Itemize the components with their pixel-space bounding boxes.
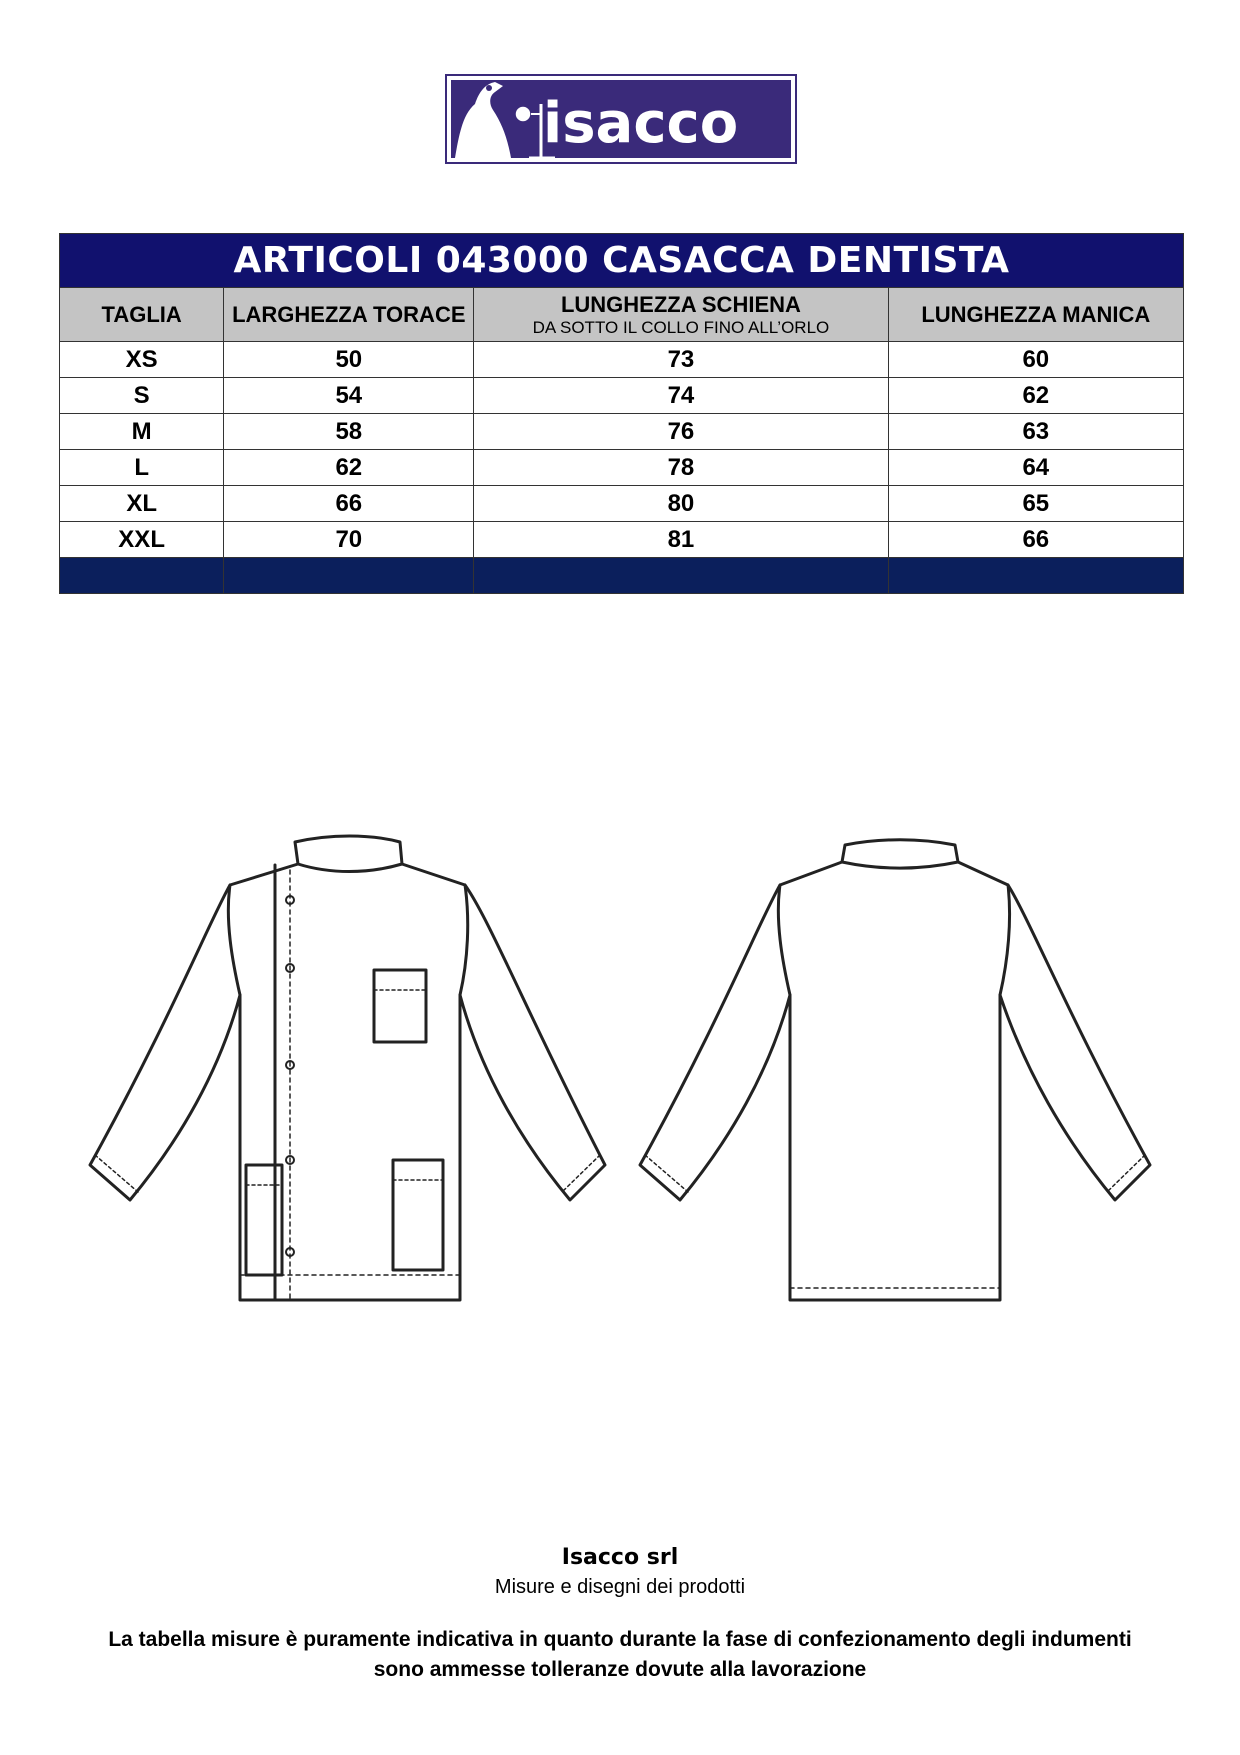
cell-taglia: L: [60, 450, 224, 486]
brand-logo: [445, 74, 797, 164]
page-footer: [0, 1545, 1240, 1686]
cell-manica: 62: [888, 378, 1183, 414]
cell-schiena: 76: [474, 414, 888, 450]
cell-schiena: 73: [474, 342, 888, 378]
disclaimer-line-2: sono ammesse tolleranze dovute alla lavorazione: [373, 1658, 867, 1682]
cell-manica: 66: [888, 522, 1183, 558]
cell-manica: 60: [888, 342, 1183, 378]
cell-torace: 66: [224, 486, 474, 522]
disclaimer: [0, 1625, 1240, 1686]
footer-cell: [60, 558, 224, 594]
header-lunghezza-manica: LUNGHEZZA MANICA: [888, 288, 1183, 342]
header-schiena-note: DA SOTTO IL COLLO FINO ALL’ORLO: [532, 317, 830, 337]
company-name: Isacco srl: [561, 1545, 679, 1570]
table-row: [60, 450, 1184, 486]
cell-taglia: XL: [60, 486, 224, 522]
table-row: [60, 342, 1184, 378]
cell-torace: 62: [224, 450, 474, 486]
isacco-logo-icon: [445, 74, 797, 164]
garment-drawings: [0, 820, 1240, 1320]
garment-sketch-icon: [0, 820, 1240, 1320]
footer-cell: [474, 558, 888, 594]
svg-text:isacco: isacco: [543, 91, 739, 156]
cell-torace: 54: [224, 378, 474, 414]
cell-torace: 58: [224, 414, 474, 450]
table-header-row: [60, 288, 1184, 342]
cell-manica: 64: [888, 450, 1183, 486]
table-row: [60, 378, 1184, 414]
cell-torace: 50: [224, 342, 474, 378]
table-footer-row: [60, 558, 1184, 594]
disclaimer-line-1: La tabella misure è puramente indicativa in quanto durante la fase di confezionamento degli indumenti: [108, 1628, 1132, 1651]
cell-torace: 70: [224, 522, 474, 558]
footer-cell: [224, 558, 474, 594]
footer-subtitle: Misure e disegni dei prodotti: [494, 1576, 746, 1598]
cell-taglia: M: [60, 414, 224, 450]
cell-manica: 65: [888, 486, 1183, 522]
footer-cell: [888, 558, 1183, 594]
back-view-drawing: [640, 840, 1150, 1300]
cell-manica: 63: [888, 414, 1183, 450]
cell-schiena: 74: [474, 378, 888, 414]
table-row: [60, 414, 1184, 450]
cell-schiena: 78: [474, 450, 888, 486]
cell-schiena: 80: [474, 486, 888, 522]
cell-schiena: 81: [474, 522, 888, 558]
table-title-row: [60, 234, 1184, 288]
header-lunghezza-schiena: [474, 288, 888, 342]
table-row: [60, 522, 1184, 558]
table-title: ARTICOLI 043000 CASACCA DENTISTA: [60, 234, 1184, 288]
size-table: [59, 233, 1184, 594]
table-row: [60, 486, 1184, 522]
cell-taglia: S: [60, 378, 224, 414]
header-larghezza-torace: LARGHEZZA TORACE: [224, 288, 474, 342]
front-view-drawing: [90, 836, 605, 1300]
header-taglia: TAGLIA: [60, 288, 224, 342]
cell-taglia: XXL: [60, 522, 224, 558]
header-schiena-label: LUNGHEZZA SCHIENA: [560, 291, 801, 317]
cell-taglia: XS: [60, 342, 224, 378]
